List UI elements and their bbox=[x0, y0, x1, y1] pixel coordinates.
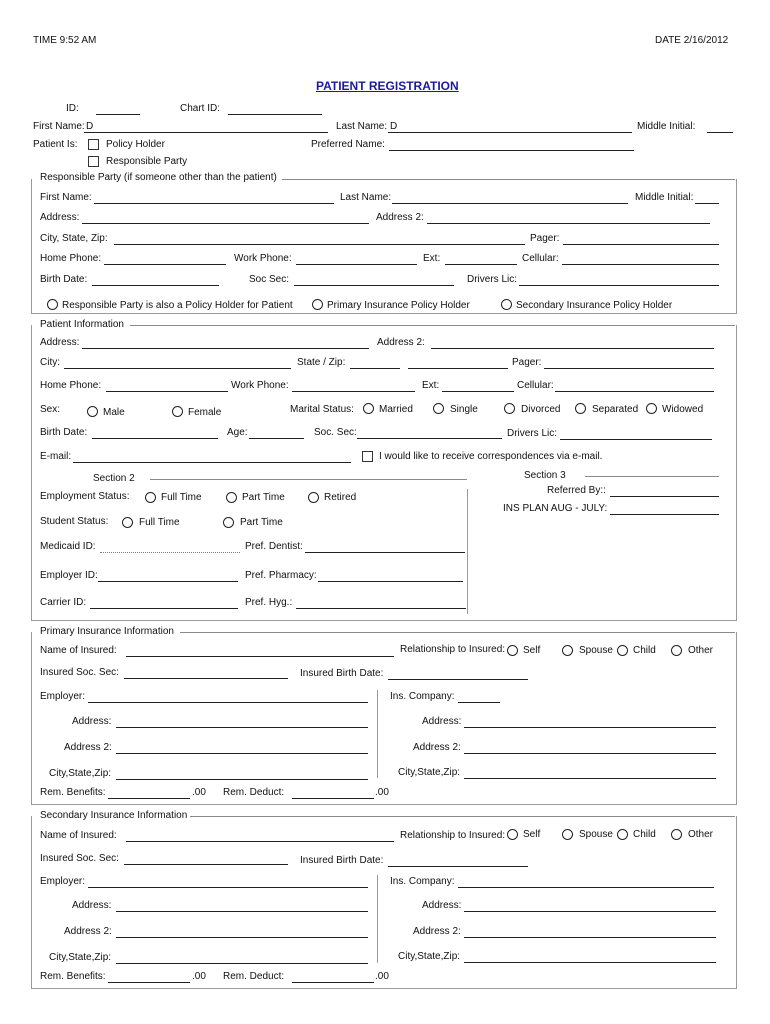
section3-heading: Section 3 bbox=[524, 470, 566, 481]
pref-dentist-label: Pref. Dentist: bbox=[245, 541, 303, 552]
pri-ins-company-field[interactable] bbox=[458, 702, 500, 703]
sec-spouse-label: Spouse bbox=[579, 829, 613, 840]
pt-email-opt-in-label: I would like to receive correspondences via e-mail. bbox=[379, 451, 603, 462]
referred-by-field[interactable] bbox=[610, 496, 719, 497]
pri-rem-deduct-cents: .00 bbox=[375, 787, 389, 798]
pri-insured-soc-sec-label: Insured Soc. Sec: bbox=[40, 667, 119, 678]
sec-employer-address2-label: Address 2: bbox=[64, 926, 112, 937]
employment-full-time-label: Full Time bbox=[161, 492, 202, 503]
student-full-time-label: Full Time bbox=[139, 517, 180, 528]
responsible-party-checkbox[interactable] bbox=[88, 156, 99, 167]
pri-ins-company-label: Ins. Company: bbox=[390, 691, 455, 702]
rp-soc-sec-field[interactable] bbox=[294, 285, 454, 286]
pt-single-radio[interactable] bbox=[433, 403, 444, 414]
pri-self-radio[interactable] bbox=[507, 645, 518, 656]
last-name-value[interactable]: D bbox=[390, 121, 398, 132]
carrier-id-label: Carrier ID: bbox=[40, 597, 87, 608]
sec-company-address2-field[interactable] bbox=[464, 937, 716, 938]
pt-work-phone-label: Work Phone: bbox=[231, 380, 289, 391]
pref-pharmacy-field[interactable] bbox=[318, 581, 463, 582]
sec-other-radio[interactable] bbox=[671, 829, 682, 840]
pt-city-label: City: bbox=[40, 357, 60, 368]
pt-address-label: Address: bbox=[40, 337, 80, 348]
pt-state-zip-label: State / Zip: bbox=[297, 357, 346, 368]
employment-retired-label: Retired bbox=[324, 492, 357, 503]
pri-employer-city-field[interactable] bbox=[116, 779, 368, 780]
pt-birth-date-label: Birth Date: bbox=[40, 427, 88, 438]
pt-email-label: E-mail: bbox=[40, 451, 72, 462]
pt-zip-field[interactable] bbox=[408, 368, 508, 369]
pri-name-of-insured-field[interactable] bbox=[126, 656, 394, 657]
rp-address-label: Address: bbox=[40, 212, 80, 223]
rp-ext-field[interactable] bbox=[445, 264, 517, 265]
pri-rem-benefits-cents: .00 bbox=[192, 787, 206, 798]
sec-rem-deduct-field[interactable] bbox=[292, 982, 374, 983]
rp-secondary-holder-radio[interactable] bbox=[501, 299, 512, 310]
sec-name-of-insured-label: Name of Insured: bbox=[40, 830, 117, 841]
rp-last-name-field[interactable] bbox=[392, 203, 628, 204]
primary-insurance-column-separator bbox=[377, 690, 378, 778]
pt-married-radio[interactable] bbox=[363, 403, 374, 414]
preferred-name-field[interactable] bbox=[389, 150, 634, 151]
pt-sex-label: Sex: bbox=[40, 404, 61, 415]
rp-city-state-zip-field[interactable] bbox=[114, 244, 525, 245]
pt-cellular-field[interactable] bbox=[555, 391, 714, 392]
pt-male-label: Male bbox=[103, 407, 125, 418]
last-name-field[interactable] bbox=[388, 132, 632, 133]
section2-heading: Section 2 bbox=[93, 473, 135, 484]
first-name-value[interactable]: D bbox=[86, 121, 94, 132]
pt-pager-label: Pager: bbox=[512, 357, 542, 368]
pt-widowed-label: Widowed bbox=[662, 404, 704, 415]
sec-company-city-field[interactable] bbox=[464, 962, 716, 963]
pri-employer-address2-label: Address 2: bbox=[64, 742, 112, 753]
secondary-insurance-divider bbox=[190, 816, 735, 817]
pri-rem-deduct-label: Rem. Deduct: bbox=[223, 787, 285, 798]
section3-divider bbox=[585, 476, 719, 477]
patient-is-label: Patient Is: bbox=[33, 139, 78, 150]
pt-city-field[interactable] bbox=[64, 368, 291, 369]
id-label: ID: bbox=[66, 103, 79, 114]
sec-rem-benefits-label: Rem. Benefits: bbox=[40, 971, 106, 982]
pri-insured-soc-sec-field[interactable] bbox=[124, 678, 288, 679]
medicaid-id-field[interactable] bbox=[100, 552, 240, 553]
secondary-insurance-column-separator bbox=[377, 875, 378, 963]
pref-dentist-field[interactable] bbox=[305, 552, 465, 553]
pt-drivers-lic-field[interactable] bbox=[560, 439, 712, 440]
ins-plan-label: INS PLAN AUG - JULY: bbox=[503, 503, 608, 514]
rp-address2-field[interactable] bbox=[427, 223, 710, 224]
sec-self-radio[interactable] bbox=[507, 829, 518, 840]
pri-company-address2-field[interactable] bbox=[464, 753, 716, 754]
pt-drivers-lic-label: Drivers Lic: bbox=[507, 428, 558, 439]
pri-other-label: Other bbox=[688, 645, 714, 656]
pt-email-opt-in-checkbox[interactable] bbox=[362, 451, 373, 462]
pt-age-label: Age: bbox=[227, 427, 248, 438]
rp-primary-holder-label: Primary Insurance Policy Holder bbox=[327, 300, 470, 311]
pt-pager-field[interactable] bbox=[544, 368, 714, 369]
rp-birth-date-label: Birth Date: bbox=[40, 274, 88, 285]
rp-first-name-label: First Name: bbox=[40, 192, 92, 203]
sec-child-radio[interactable] bbox=[617, 829, 628, 840]
pri-child-radio[interactable] bbox=[617, 645, 628, 656]
id-field[interactable] bbox=[96, 114, 140, 115]
rp-ext-label: Ext: bbox=[423, 253, 441, 264]
sec-employer-city-label: City,State,Zip: bbox=[49, 952, 112, 963]
pt-cellular-label: Cellular: bbox=[517, 380, 554, 391]
pref-hyg-field[interactable] bbox=[296, 608, 466, 609]
rp-soc-sec-label: Soc Sec: bbox=[249, 274, 290, 285]
rp-primary-holder-radio[interactable] bbox=[312, 299, 323, 310]
pt-address-field[interactable] bbox=[82, 348, 369, 349]
pt-divorced-radio[interactable] bbox=[504, 403, 515, 414]
pt-married-label: Married bbox=[379, 404, 413, 415]
sec-employer-address-field[interactable] bbox=[116, 911, 368, 912]
sec-rem-benefits-field[interactable] bbox=[108, 982, 190, 983]
sec-employer-address2-field[interactable] bbox=[116, 937, 368, 938]
sec-other-label: Other bbox=[688, 829, 714, 840]
pt-birth-date-field[interactable] bbox=[92, 438, 218, 439]
section2-divider bbox=[150, 479, 467, 480]
rp-middle-initial-label: Middle Initial: bbox=[635, 192, 694, 203]
student-part-time-radio[interactable] bbox=[223, 517, 234, 528]
primary-insurance-heading: Primary Insurance Information bbox=[40, 626, 177, 638]
pt-soc-sec-label: Soc. Sec: bbox=[314, 427, 357, 438]
sec-spouse-radio[interactable] bbox=[562, 829, 573, 840]
pt-ext-label: Ext: bbox=[422, 380, 440, 391]
chart-id-label: Chart ID: bbox=[180, 103, 221, 114]
pri-company-address-label: Address: bbox=[422, 716, 462, 727]
rp-also-policy-holder-radio[interactable] bbox=[47, 299, 58, 310]
pt-state-field[interactable] bbox=[350, 368, 400, 369]
pri-name-of-insured-label: Name of Insured: bbox=[40, 645, 117, 656]
pri-employer-label: Employer: bbox=[40, 691, 86, 702]
pri-employer-city-label: City,State,Zip: bbox=[49, 768, 112, 779]
rp-home-phone-field[interactable] bbox=[104, 264, 226, 265]
sec-name-of-insured-field[interactable] bbox=[126, 841, 394, 842]
rp-secondary-holder-label: Secondary Insurance Policy Holder bbox=[516, 300, 673, 311]
pref-pharmacy-label: Pref. Pharmacy: bbox=[245, 570, 317, 581]
student-part-time-label: Part Time bbox=[240, 517, 283, 528]
pt-home-phone-field[interactable] bbox=[106, 391, 228, 392]
sec-ins-company-field[interactable] bbox=[458, 887, 714, 888]
pri-employer-address-field[interactable] bbox=[116, 727, 368, 728]
sec-relationship-label: Relationship to Insured: bbox=[400, 830, 506, 841]
patient-info-heading: Patient Information bbox=[40, 319, 127, 331]
pt-female-radio[interactable] bbox=[172, 406, 183, 417]
pt-single-label: Single bbox=[450, 404, 478, 415]
pt-employment-status-label: Employment Status: bbox=[40, 491, 130, 502]
middle-initial-label: Middle Initial: bbox=[637, 121, 696, 132]
pt-work-phone-field[interactable] bbox=[292, 391, 415, 392]
last-name-label: Last Name: bbox=[336, 121, 388, 132]
pri-rem-benefits-field[interactable] bbox=[108, 798, 190, 799]
rp-middle-initial-field[interactable] bbox=[695, 203, 719, 204]
employer-id-field[interactable] bbox=[98, 581, 238, 582]
sec-employer-field[interactable] bbox=[88, 887, 368, 888]
pri-company-address-field[interactable] bbox=[464, 727, 716, 728]
time-stamp: TIME 9:52 AM bbox=[33, 35, 97, 46]
rp-work-phone-label: Work Phone: bbox=[234, 253, 292, 264]
pri-company-address2-label: Address 2: bbox=[413, 742, 461, 753]
student-full-time-radio[interactable] bbox=[122, 517, 133, 528]
employment-retired-radio[interactable] bbox=[308, 492, 319, 503]
pri-employer-address-label: Address: bbox=[72, 716, 112, 727]
secondary-insurance-heading: Secondary Insurance Information bbox=[40, 810, 190, 822]
sec-employer-address-label: Address: bbox=[72, 900, 112, 911]
rp-cellular-label: Cellular: bbox=[522, 253, 559, 264]
rp-address-field[interactable] bbox=[82, 223, 369, 224]
pri-company-city-label: City,State,Zip: bbox=[398, 767, 461, 778]
sec-child-label: Child bbox=[633, 829, 656, 840]
pt-female-label: Female bbox=[188, 407, 222, 418]
pt-marital-status-label: Marital Status: bbox=[290, 404, 354, 415]
pref-hyg-label: Pref. Hyg.: bbox=[245, 597, 293, 608]
pt-student-status-label: Student Status: bbox=[40, 516, 109, 527]
sec-rem-deduct-cents: .00 bbox=[375, 971, 389, 982]
pri-rem-benefits-label: Rem. Benefits: bbox=[40, 787, 106, 798]
responsible-party-heading: Responsible Party (if someone other than the patient) bbox=[40, 172, 280, 184]
patient-info-divider bbox=[130, 325, 735, 326]
rp-cellular-field[interactable] bbox=[562, 264, 719, 265]
referred-by-label: Referred By:: bbox=[547, 485, 606, 496]
rp-drivers-lic-label: Drivers Lic: bbox=[467, 274, 518, 285]
pri-employer-address2-field[interactable] bbox=[116, 753, 368, 754]
pri-rem-deduct-field[interactable] bbox=[292, 798, 374, 799]
pt-widowed-radio[interactable] bbox=[646, 403, 657, 414]
middle-initial-field[interactable] bbox=[707, 132, 733, 133]
pt-ext-field[interactable] bbox=[442, 391, 514, 392]
employment-full-time-radio[interactable] bbox=[145, 492, 156, 503]
pri-spouse-label: Spouse bbox=[579, 645, 613, 656]
preferred-name-label: Preferred Name: bbox=[311, 139, 385, 150]
pt-divorced-label: Divorced bbox=[521, 404, 561, 415]
sec-rem-benefits-cents: .00 bbox=[192, 971, 206, 982]
sec-company-address2-label: Address 2: bbox=[413, 926, 461, 937]
pt-address2-label: Address 2: bbox=[377, 337, 425, 348]
pri-other-radio[interactable] bbox=[671, 645, 682, 656]
sec-employer-city-field[interactable] bbox=[116, 963, 368, 964]
rp-birth-date-field[interactable] bbox=[92, 285, 219, 286]
rp-home-phone-label: Home Phone: bbox=[40, 253, 102, 264]
pt-separated-label: Separated bbox=[592, 404, 639, 415]
rp-drivers-lic-field[interactable] bbox=[519, 285, 719, 286]
sec-employer-label: Employer: bbox=[40, 876, 86, 887]
primary-insurance-divider bbox=[180, 632, 735, 633]
pt-age-field[interactable] bbox=[249, 438, 304, 439]
pt-male-radio[interactable] bbox=[87, 406, 98, 417]
policy-holder-checkbox[interactable] bbox=[88, 139, 99, 150]
responsible-party-label: Responsible Party bbox=[106, 156, 188, 167]
sec-insured-birth-date-field[interactable] bbox=[388, 866, 528, 867]
policy-holder-label: Policy Holder bbox=[106, 139, 165, 150]
section-separator bbox=[467, 489, 468, 614]
sec-ins-company-label: Ins. Company: bbox=[390, 876, 455, 887]
pri-company-city-field[interactable] bbox=[464, 778, 716, 779]
page-title: PATIENT REGISTRATION bbox=[316, 79, 459, 93]
sec-self-label: Self bbox=[523, 829, 541, 840]
rp-pager-field[interactable] bbox=[563, 244, 719, 245]
sec-insured-birth-date-label: Insured Birth Date: bbox=[300, 855, 384, 866]
responsible-party-divider bbox=[282, 179, 735, 180]
pri-self-label: Self bbox=[523, 645, 541, 656]
rp-also-policy-holder-label: Responsible Party is also a Policy Holder for Patient bbox=[62, 300, 293, 311]
date-stamp: DATE 2/16/2012 bbox=[655, 35, 729, 46]
sec-company-address-label: Address: bbox=[422, 900, 462, 911]
pt-email-field[interactable] bbox=[73, 462, 351, 463]
pri-insured-birth-date-label: Insured Birth Date: bbox=[300, 668, 384, 679]
carrier-id-field[interactable] bbox=[90, 608, 238, 609]
first-name-field[interactable] bbox=[84, 132, 328, 133]
rp-address2-label: Address 2: bbox=[376, 212, 424, 223]
rp-work-phone-field[interactable] bbox=[296, 264, 417, 265]
ins-plan-field[interactable] bbox=[610, 514, 719, 515]
pt-soc-sec-field[interactable] bbox=[357, 438, 502, 439]
medicaid-id-label: Medicaid ID: bbox=[40, 541, 96, 552]
sec-rem-deduct-label: Rem. Deduct: bbox=[223, 971, 285, 982]
pt-separated-radio[interactable] bbox=[575, 403, 586, 414]
chart-id-field[interactable] bbox=[228, 114, 322, 115]
employment-part-time-label: Part Time bbox=[242, 492, 285, 503]
pri-employer-field[interactable] bbox=[88, 702, 368, 703]
sec-company-address-field[interactable] bbox=[464, 911, 716, 912]
pt-home-phone-label: Home Phone: bbox=[40, 380, 102, 391]
pri-spouse-radio[interactable] bbox=[562, 645, 573, 656]
rp-city-state-zip-label: City, State, Zip: bbox=[40, 233, 108, 244]
pri-child-label: Child bbox=[633, 645, 656, 656]
rp-first-name-field[interactable] bbox=[94, 203, 334, 204]
employer-id-label: Employer ID: bbox=[40, 570, 98, 581]
employment-part-time-radio[interactable] bbox=[226, 492, 237, 503]
pri-insured-birth-date-field[interactable] bbox=[388, 679, 528, 680]
rp-pager-label: Pager: bbox=[530, 233, 560, 244]
sec-company-city-label: City,State,Zip: bbox=[398, 951, 461, 962]
pt-address2-field[interactable] bbox=[431, 348, 714, 349]
sec-insured-soc-sec-label: Insured Soc. Sec: bbox=[40, 853, 119, 864]
patient-info-section bbox=[31, 325, 737, 621]
first-name-label: First Name: bbox=[33, 121, 85, 132]
pri-relationship-label: Relationship to Insured: bbox=[400, 644, 506, 655]
rp-last-name-label: Last Name: bbox=[340, 192, 392, 203]
sec-insured-soc-sec-field[interactable] bbox=[124, 864, 288, 865]
